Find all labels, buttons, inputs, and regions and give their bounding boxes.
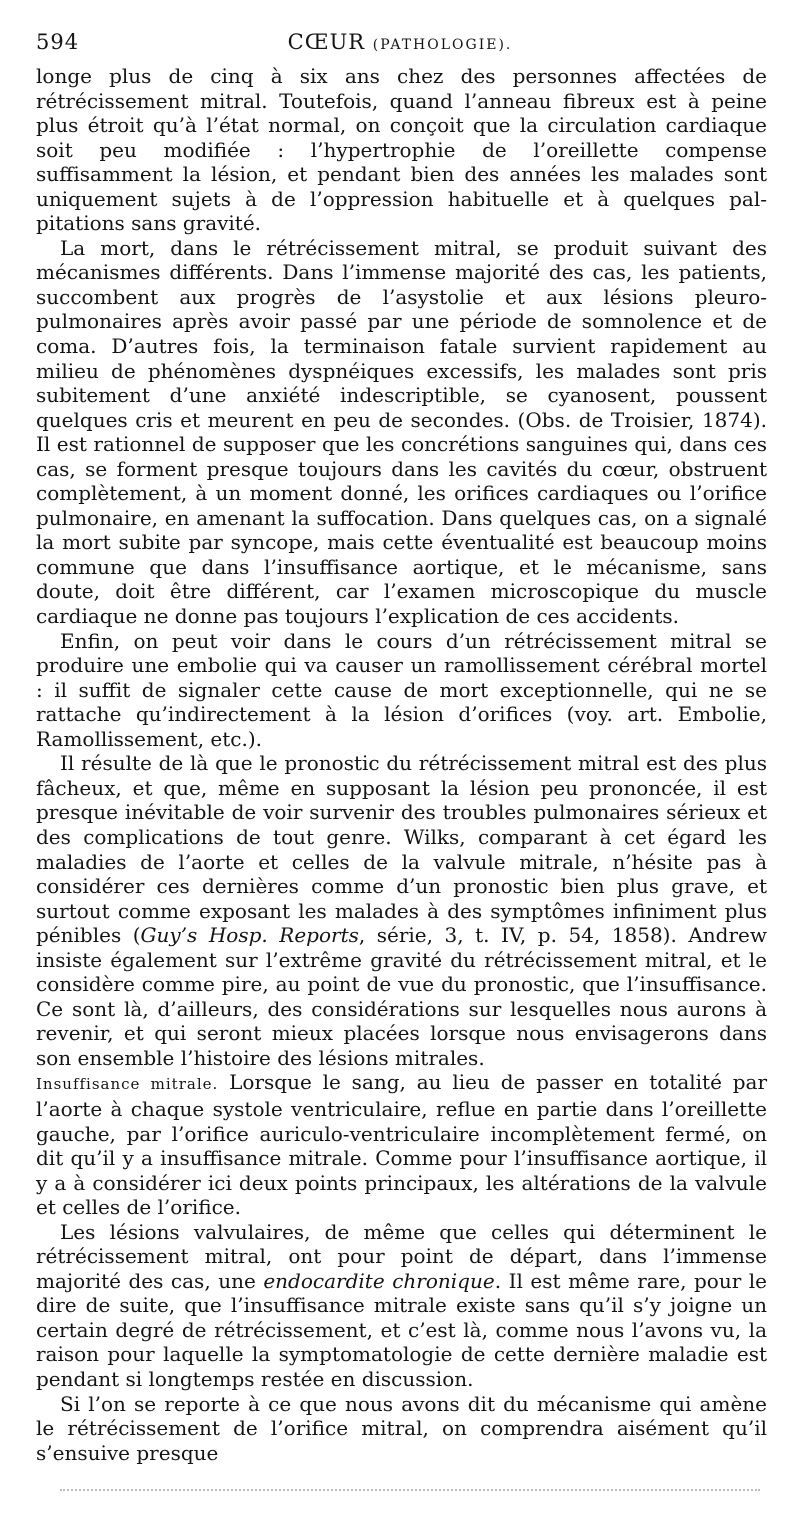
paragraph-pronostic-text-b: , série, 3, t. IV, p. 54, 1858). Andrew insiste également sur l’extrême gravité du rétrécissement mitral, et le considère comme pire, au point de vue du pronostic, que l’insuffisance. Ce sont là, d’ailleurs, des considérations sur lesquelles nous aurons à revenir, et qui seront mieux placées lorsque nous envisagerons dans son ensemble l’histoire des lésions mitrales.	[36, 923, 767, 1070]
paragraph-lesions	[36, 1220, 767, 1392]
paragraph-continuation: longe plus de cinq à six ans chez des personnes affectées de rétrécissement mitral. Toutefois, quand l’anneau fibreux est à peine plus étroit qu’à l’état normal, on conçoit que la circulation cardiaque soit peu modifiée : l’hypertrophie de l’oreillette compense suffisamment la lésion, et pendant bien des années les malades sont uniquement sujets à de l’oppression habituelle et à quelques palpitations sans gravité.	[36, 64, 767, 236]
footer-dotted-rule	[60, 1489, 760, 1491]
running-title-subtitle: (PATHOLOGIE).	[372, 37, 513, 53]
paragraph-insuffisance	[36, 1070, 767, 1219]
paragraph-insuffisance-text: Lorsque le sang, au lieu de passer en totalité par l’aorte à chaque systole ventriculaire, reflue en partie dans l’oreillette gauche, par l’orifice auriculo-ventriculaire incomplètement fermé, on dit qu’il y a insuffisance mitrale. Comme pour l’insuffisance aortique, il y a à considérer ici deux points principaux, les altérations de la valvule et celles de l’orifice.	[36, 1070, 768, 1220]
running-header	[36, 30, 764, 56]
running-title	[36, 30, 764, 54]
paragraph-mort: La mort, dans le rétrécissement mitral, se produit suivant des mécanismes différents. Dans l’immense majorité des cas, les patients, succombent aux progrès de l’asystolie et aux lésions pleuro-pulmonaires après avoir passé par une période de somnolence et de coma. D’autres fois, la terminaison fatale survient rapidement au milieu de phénomènes dyspnéiques excessifs, les malades sont pris subitement d’une anxiété indescriptible, se cyanosent, poussent quelques cris et meurent en peu de secondes. (Obs. de Troisier, 1874). Il est rationnel de supposer que les concrétions sanguines qui, dans ces cas, se forment presque toujours dans les cavités du cœur, obstruent complètement, à un moment donné, les orifices cardiaques ou l’orifice pulmonaire, en amenant la suffocation. Dans quelques cas, on a signalé la mort subite par syncope, mais cette éventualité est beaucoup moins commune que dans l’insuffisance aortique, et le mécanisme, sans doute, doit être différent, car l’examen microscopique du muscle cardiaque ne donne pas toujours l’explication de ces accidents.	[36, 235, 767, 629]
paragraph-embolie: Enfin, on peut voir dans le cours d’un rétrécissement mitral se produire une embolie qui va causer un ramollissement cérébral mortel : il suffit de signaler cette cause de mort exceptionnelle, qui ne se rattache qu’indirectement à la lésion d’orifices (voy. art. Embolie, Ramollissement, etc.).	[36, 628, 767, 751]
citation-guys-hosp-reports: Guy’s Hosp. Reports	[140, 923, 359, 948]
paragraph-pronostic-text-a: Il résulte de là que le pronostic du rétrécissement mitral est des plus fâcheux, et que, même en supposant la lésion peu prononcée, il est presque inévitable de voir survenir des troubles pulmonaires sérieux et des complications de tout genre. Wilks, comparant à cet égard les maladies de l’aorte et celles de la valvule mitrale, n’hésite pas à considérer ces dernières comme d’un pronostic bien plus grave, et surtout comme exposant les malades à des symptômes infiniment plus pénibles (	[36, 751, 767, 948]
paragraph-lesions-text-b: . Il est même rare, pour le dire de suite, que l’insuffisance mitrale existe sans qu’il s’y joigne un certain degré de rétrécissement, et c’est là, comme nous l’avons vu, la raison pour laquelle la symptomatologie de cette dernière maladie est pendant si longtemps restée en discussion.	[36, 1268, 768, 1391]
term-endocardite-chronique: endocardite chronique	[263, 1268, 495, 1293]
paragraph-lesions-text-a: Les lésions valvulaires, de même que celles qui déterminent le rétrécissement mitral, ont pour point de départ, dans l’immense majorité des cas, une	[36, 1219, 767, 1293]
running-title-main: CŒUR	[287, 30, 366, 54]
paragraph-pronostic	[36, 751, 767, 1070]
section-heading-insuffisance-mitrale: Insuffisance mitrale.	[36, 1075, 219, 1094]
paragraph-mecanisme: Si l’on se reporte à ce que nous avons dit du mécanisme qui amène le rétrécissement de l’orifice mitral, on comprendra aisément qu’il s’ensuive presque	[36, 1391, 767, 1465]
page-number: 594	[36, 30, 80, 54]
body-text	[36, 64, 767, 1465]
